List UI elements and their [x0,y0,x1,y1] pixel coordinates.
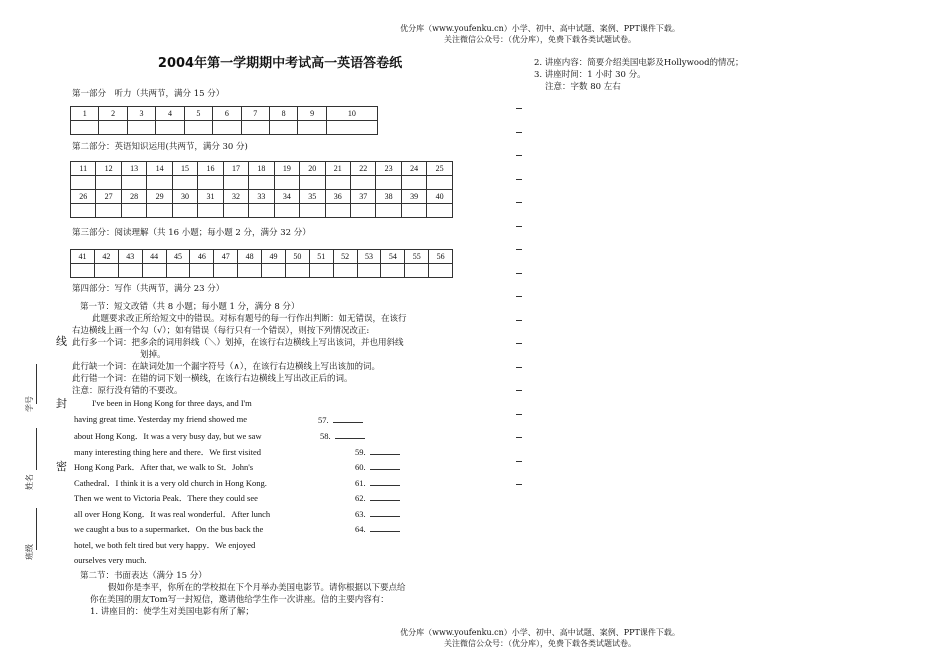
question-number-cell: 8 [269,107,297,121]
sec1-heading: 第一节：短文改错（共 8 小题；每小题 1 分，满分 8 分） [80,302,300,312]
answer-cell[interactable] [427,176,453,190]
answer-cell[interactable] [172,176,197,190]
answer-cell[interactable] [142,264,166,278]
passage-line: I've been in Hong Kong for three days, and I'm [92,398,252,408]
question-number-cell: 6 [213,107,241,121]
writing-line-marker [516,296,522,297]
writing-line-marker [516,390,522,391]
side-label-student-id: 学号 [25,396,34,412]
answer-cell[interactable] [376,176,401,190]
answer-cell[interactable] [285,264,309,278]
part3-heading: 第三部分：阅读理解（共 16 小题；每小题 2 分，满分 32 分） [72,228,311,238]
answer-cell[interactable] [223,204,248,218]
answer-cell[interactable] [94,264,118,278]
answer-cell[interactable] [405,264,429,278]
sec2-continued-3: 注意：字数 80 左右 [545,82,621,92]
answer-cell[interactable] [71,176,96,190]
writing-line-marker [516,132,522,133]
sec2-heading: 第二节：书面表达（满分 15 分） [80,571,207,581]
question-number-cell: 46 [190,250,214,264]
answer-cell[interactable] [172,204,197,218]
question-number-cell: 2 [99,107,127,121]
question-number-cell: 16 [198,162,223,176]
sec1-instruction-7: 注意：原行没有错的不要改。 [72,386,183,396]
writing-line-marker [516,202,522,203]
answer-cell[interactable] [223,176,248,190]
question-number-cell: 1 [71,107,99,121]
sec1-instruction-4: 划掉。 [140,350,166,360]
question-number-cell: 40 [427,190,453,204]
question-number-cell: 53 [357,250,381,264]
passage-line: ourselves very much. [74,555,147,565]
answer-cell[interactable] [166,264,190,278]
question-number-cell: 55 [405,250,429,264]
question-number-cell: 27 [96,190,121,204]
binding-char-feng: 封 [56,397,67,410]
sec1-instruction-3: 此行多一个词：把多余的词用斜线（＼）划掉，在该行右边横线上写出该词，并也用斜线 [72,338,404,348]
sec2-line-3: 1. 讲座目的：使学生对美国电影有所了解； [90,607,254,617]
question-number-cell: 42 [94,250,118,264]
answer-cell[interactable] [121,204,146,218]
answer-cell[interactable] [274,204,299,218]
passage-line: Hong Kong Park．After that, we walk to St．John's [74,462,254,472]
answer-cell[interactable] [241,121,269,135]
page-title: 2004年第一学期期中考试高一英语答卷纸 [157,56,403,71]
answer-blank-57[interactable]: 57. [318,414,363,425]
passage-line: many interesting thing here and there．We first visited [74,447,261,457]
question-number-cell: 52 [333,250,357,264]
question-number-cell: 20 [300,162,325,176]
header-line-1: 优分库（www.youfenku.cn）小学、初中、高中试题、案例、PPT课件下载。 [400,24,680,33]
part3-answer-grid [70,249,453,278]
question-number-cell: 31 [198,190,223,204]
answer-cell[interactable] [429,264,453,278]
writing-line-marker [516,343,522,344]
question-number-cell: 56 [429,250,453,264]
question-number-cell: 36 [325,190,350,204]
passage-line: hotel, we both felt tired but very happy．We enjoyed [74,540,256,550]
writing-line-marker [516,249,522,250]
writing-line-marker [516,320,522,321]
question-number-cell: 26 [71,190,96,204]
header-line-2: 关注微信公众号：（优分库），免费下载各类试题试卷。 [444,35,636,44]
question-number-cell: 30 [172,190,197,204]
answer-cell[interactable] [121,176,146,190]
question-number-cell: 22 [350,162,375,176]
answer-cell[interactable] [214,264,238,278]
name-field[interactable] [36,428,37,470]
question-number-cell: 29 [147,190,172,204]
answer-cell[interactable] [381,264,405,278]
writing-line-marker [516,437,522,438]
passage-line: we caught a bus to a supermarket．On the bus back the [74,524,264,534]
sec1-instruction-2: 右边横线上画一个勾（√）；如有错误（每行只有一个错误），则按下列情况改正: [72,326,370,336]
writing-line-marker [516,108,522,109]
question-number-cell: 37 [350,190,375,204]
answer-cell[interactable] [269,121,297,135]
question-number-cell: 35 [300,190,325,204]
question-number-cell: 34 [274,190,299,204]
answer-cell[interactable] [147,204,172,218]
binding-char-xian: 线 [56,335,67,348]
answer-cell[interactable] [325,204,350,218]
question-number-cell: 49 [262,250,286,264]
answer-cell[interactable] [96,176,121,190]
question-number-cell: 41 [71,250,95,264]
answer-cell[interactable] [96,204,121,218]
passage-line: about Hong Kong．It was a very busy day, but we saw [74,431,262,441]
answer-cell[interactable] [427,204,453,218]
sec2-continued-2: 3. 讲座时间：1 小时 30 分。 [534,70,646,80]
question-number-cell: 25 [427,162,453,176]
answer-cell[interactable] [326,121,377,135]
question-number-cell: 5 [184,107,212,121]
answer-cell[interactable] [99,121,127,135]
question-number-cell: 50 [285,250,309,264]
question-number-cell: 23 [376,162,401,176]
sec1-instruction-6: 此行错一个词：在错的词下划一横线，在该行右边横线上写出改正后的词。 [72,374,353,384]
writing-line-marker [516,461,522,462]
answer-cell[interactable] [298,121,326,135]
passage-line: Cathedral．I think it is a very old church in Hong Kong. [74,478,267,488]
question-number-cell: 3 [127,107,155,121]
answer-cell[interactable] [213,121,241,135]
sec1-instruction-5: 此行缺一个词：在缺词处加一个漏字符号（∧），在该行右边横线上写出该加的词。 [72,362,380,372]
answer-cell[interactable] [401,176,426,190]
answer-cell[interactable] [300,204,325,218]
answer-cell[interactable] [156,121,184,135]
side-label-class: 班级 [25,544,34,560]
answer-cell[interactable] [71,264,95,278]
answer-cell[interactable] [118,264,142,278]
question-number-cell: 44 [142,250,166,264]
part2-heading: 第二部分：英语知识运用(共两节，满分 30 分) [72,142,248,152]
binding-char-mi: 密 [56,460,67,473]
question-number-cell: 17 [223,162,248,176]
part1-heading: 第一部分 听力（共两节，满分 15 分） [72,89,225,99]
passage-line: all over Hong Kong．It was real wonderful．After lunch [74,509,271,519]
question-number-cell: 47 [214,250,238,264]
answer-blank-61[interactable]: 61. [355,477,400,488]
answer-cell[interactable] [198,176,223,190]
question-number-cell: 32 [223,190,248,204]
sec2-continued-1: 2. 讲座内容：简要介绍美国电影及Hollywood的情况； [534,58,744,68]
passage-line: Then we went to Victoria Peak．There they could see [74,493,258,503]
question-number-cell: 4 [156,107,184,121]
answer-cell[interactable] [262,264,286,278]
footer-line-1: 优分库（www.youfenku.cn）小学、初中、高中试题、案例、PPT课件下载。 [400,628,680,637]
question-number-cell: 28 [121,190,146,204]
sec1-instruction-1: 此题要求改正所给短文中的错误。对标有题号的每一行作出判断：如无错误，在该行 [92,314,407,324]
student-id-field[interactable] [36,364,37,404]
answer-cell[interactable] [401,204,426,218]
sec2-line-2: 你在美国的朋友Tom写一封短信，邀请他给学生作一次讲座。信的主要内容有： [90,595,389,605]
writing-line-marker [516,414,522,415]
answer-cell[interactable] [333,264,357,278]
answer-blank-63[interactable]: 63. [355,508,400,519]
answer-cell[interactable] [147,176,172,190]
answer-cell[interactable] [184,121,212,135]
question-number-cell: 13 [121,162,146,176]
answer-cell[interactable] [376,204,401,218]
question-number-cell: 11 [71,162,96,176]
answer-cell[interactable] [71,204,96,218]
question-number-cell: 39 [401,190,426,204]
question-number-cell: 19 [274,162,299,176]
question-number-cell: 15 [172,162,197,176]
answer-blank-60[interactable]: 60. [355,461,400,472]
writing-line-marker [516,367,522,368]
answer-cell[interactable] [350,176,375,190]
answer-blank-64[interactable]: 64. [355,523,400,534]
answer-blank-62[interactable]: 62. [355,492,400,503]
question-number-cell: 7 [241,107,269,121]
question-number-cell: 24 [401,162,426,176]
answer-cell[interactable] [127,121,155,135]
question-number-cell: 45 [166,250,190,264]
question-number-cell: 14 [147,162,172,176]
answer-cell[interactable] [325,176,350,190]
writing-line-marker [516,484,522,485]
writing-line-marker [516,179,522,180]
question-number-cell: 12 [96,162,121,176]
answer-cell[interactable] [357,264,381,278]
question-number-cell: 51 [309,250,333,264]
answer-cell[interactable] [198,204,223,218]
answer-cell[interactable] [350,204,375,218]
answer-cell[interactable] [300,176,325,190]
passage-line: having great time. Yesterday my friend showed me [74,414,248,424]
answer-blank-58[interactable]: 58. [320,430,365,441]
answer-cell[interactable] [274,176,299,190]
writing-line-marker [516,273,522,274]
question-number-cell: 48 [238,250,262,264]
question-number-cell: 54 [381,250,405,264]
part2-answer-grid [70,161,453,218]
question-number-cell: 18 [249,162,274,176]
answer-cell[interactable] [71,121,99,135]
footer-line-2: 关注微信公众号：（优分库），免费下载各类试题试卷。 [444,639,636,648]
class-field[interactable] [36,508,37,550]
answer-cell[interactable] [238,264,262,278]
question-number-cell: 38 [376,190,401,204]
answer-cell[interactable] [190,264,214,278]
question-number-cell: 9 [298,107,326,121]
part1-answer-grid [70,106,378,135]
answer-cell[interactable] [249,176,274,190]
writing-line-marker [516,155,522,156]
part4-heading: 第四部分：写作（共两节，满分 23 分） [72,284,225,294]
sec2-line-1: 假如你是李平，你所在的学校拟在下个月举办美国电影节。请你根据以下要点给 [108,583,406,593]
writing-line-marker [516,226,522,227]
answer-blank-59[interactable]: 59. [355,446,400,457]
answer-cell[interactable] [249,204,274,218]
question-number-cell: 33 [249,190,274,204]
question-number-cell: 21 [325,162,350,176]
side-label-name: 姓名 [25,474,34,490]
answer-cell[interactable] [309,264,333,278]
question-number-cell: 10 [326,107,377,121]
question-number-cell: 43 [118,250,142,264]
